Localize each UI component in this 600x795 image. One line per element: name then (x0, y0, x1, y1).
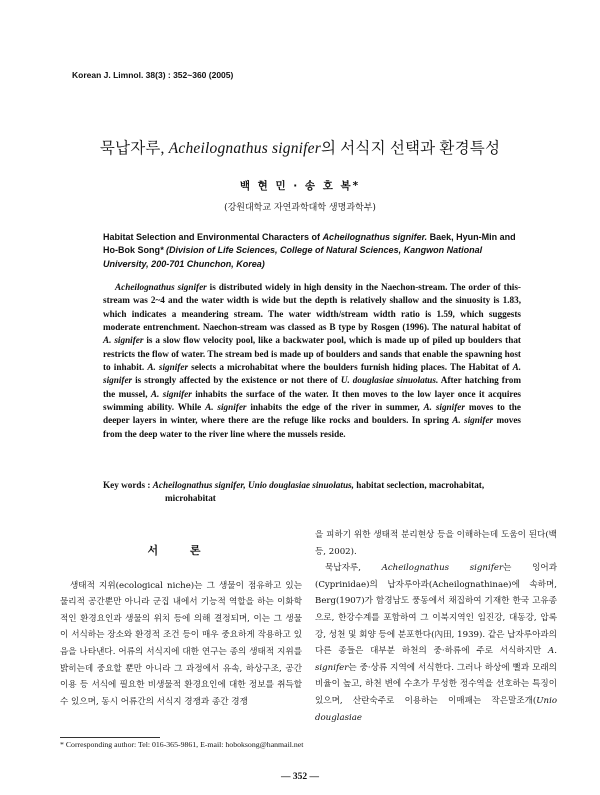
abstract (103, 281, 521, 441)
species-name: A. signifer (205, 402, 247, 413)
intro-paragraph-1-continued: 을 피하기 위한 생태적 분리현상 등을 이해하는데 도움이 된다(백 등, 2002). (315, 530, 557, 557)
intro-paragraph-1: 생태적 지위(ecological niche)는 그 생물이 점유하고 있는 물리적 공간뿐만 아니라 군집 내에서 기능적 역할을 하는 이화학적인 환경요인과 생물의 위치 등에 의해 결정되며, 이는 그 생물이 서식하는 장소와 환경적 조건 등이 매우 중요하게 작용하고 있음을 나타낸다. 어류의 서식지에 대한 연구는 종의 생태적 지위를 밝히는데 중요할 뿐만 아니라 그 과정에서 유속, 하상구조, 공간이용 등 서식에 필요한 비생물적 환경요인에 대한 정보를 취득할 수 있으며, 동시 어류간의 서식지 경쟁과 종간 경쟁 (60, 580, 302, 707)
species-name: U. douglasiae sinuolatus. (340, 375, 439, 386)
corresponding-author-footnote: * Corresponding author: Tel: 016-365-9861, E-mail: hoboksong@hanmail.net (60, 740, 304, 749)
abstract-text: inhabits the edge of the river in summer, (246, 402, 424, 413)
species-name: A. signifer (150, 388, 192, 399)
species-name: A. signifer (315, 646, 557, 673)
body-text: 는 중·상류 지역에 서식한다. 그러나 하상에 뻘과 모래의 비율이 높고, 하천 변에 수초가 무성한 정수역을 선호하는 특징이 있으며, 산란숙주로 이용하는 이매패는 작은말조개( (315, 662, 557, 706)
section-heading: 서 론 (147, 544, 215, 557)
authors: 백 현 민 · 송 호 복* (239, 180, 361, 192)
abstract-text: selects a microhabitat where the boulders furnish hiding places. The Habitat of (188, 362, 513, 373)
english-title-species: Acheilognathus signifer. (322, 232, 428, 242)
abstract-text: moves to the deeper layers in winter, where there are the refuge like rocks and boulders. In spring (103, 402, 521, 426)
title-species: Acheilognathus signifer (168, 140, 321, 157)
body-left-column (60, 527, 302, 710)
species-name: Acheilognathus signifer (381, 563, 504, 574)
title-prefix: 묵납자루, (99, 140, 169, 157)
body-right-column (315, 527, 557, 726)
title-suffix: 의 서식지 선택과 환경특성 (320, 140, 501, 157)
journal-reference: Korean J. Limnol. 38(3) : 352~360 (2005) (72, 70, 234, 80)
affiliation: (강원대학교 자연과학대학 생명과학부) (224, 203, 376, 213)
english-title-part1: Habitat Selection and Environmental Characters of (103, 232, 323, 242)
page-number: — 352 — (281, 772, 319, 782)
abstract-text: After hatching from the mussel, (103, 375, 522, 399)
abstract-text: is distributed widely in high density in the Naechon-stream. The order of this-stream was 2~4 and the water width is wide but the depth is relatively shallow and the sinuosity is 1.83, which indicates a meandering stream. The water width/stream width ratio is 1.59, which suggests moderate entrenchment. Naechon-stream was classed as B type by Rosgen (1996). The natural habitat of (103, 282, 521, 333)
keywords (103, 479, 521, 506)
species-name: Acheilognathus signifer (115, 282, 207, 292)
body-text: 는 잉어과(Cyprinidae)의 납자루아과(Acheilognathinae)에 속하며, Berg(1907)가 함경남도 풍동에서 채집하여 기재한 한국 고유종으로, 한강수계를 포함하여 그 이북지역인 임진강, 대동강, 압록강, 성천 및 회양 등에 분포한다(內田, 1939). 같은 납자루아과의 다른 종들은 대부분 하천의 중·하류에 주로 서식하지만 (315, 563, 558, 657)
body-text: 묵납자루, (325, 563, 382, 574)
keywords-rest: habitat seclection, macrohabitat, microhabitat (165, 480, 485, 504)
species-name: A. signifer (103, 335, 144, 346)
abstract-text: inhabits the surface of the water. It then moves to the low layer once it acquires swimming ability. While (103, 388, 521, 413)
abstract-paragraph (103, 281, 521, 441)
intro-paragraph-2 (315, 560, 557, 726)
species-name: A. signifer (452, 415, 494, 426)
keywords-species: Acheilognathus signifer, Unio douglasiae sinuolatus, (152, 480, 354, 490)
species-name: A. signifer (423, 402, 465, 413)
species-name: Unio douglasiae (315, 695, 557, 723)
abstract-text: moves from the deep water to the river line where the mussels reside. (103, 415, 521, 439)
species-name: A. signifer (147, 362, 189, 373)
abstract-text: is strongly affected by the existence or not there of (132, 375, 341, 386)
keywords-label: Key words : (103, 480, 153, 490)
paper-title (40, 136, 560, 158)
english-title (103, 231, 523, 271)
english-title-part3: * (Division of Life Sciences, College of Natural Sciences, Kangwon National University, 200-701 Chunchon, Korea) (103, 245, 483, 269)
species-name: A. signifer (103, 362, 521, 386)
english-title-part2: Baek, Hyun-Min and Ho-Bok Song (103, 232, 516, 256)
abstract-text: is a slow flow velocity pool, like a backwater pool, which is made up of piled up boulders that restricts the flow of water. The stream bed is made up of boulders and sands that enable the spawning host to inhabit. (103, 335, 521, 373)
footnote-divider (60, 737, 160, 738)
